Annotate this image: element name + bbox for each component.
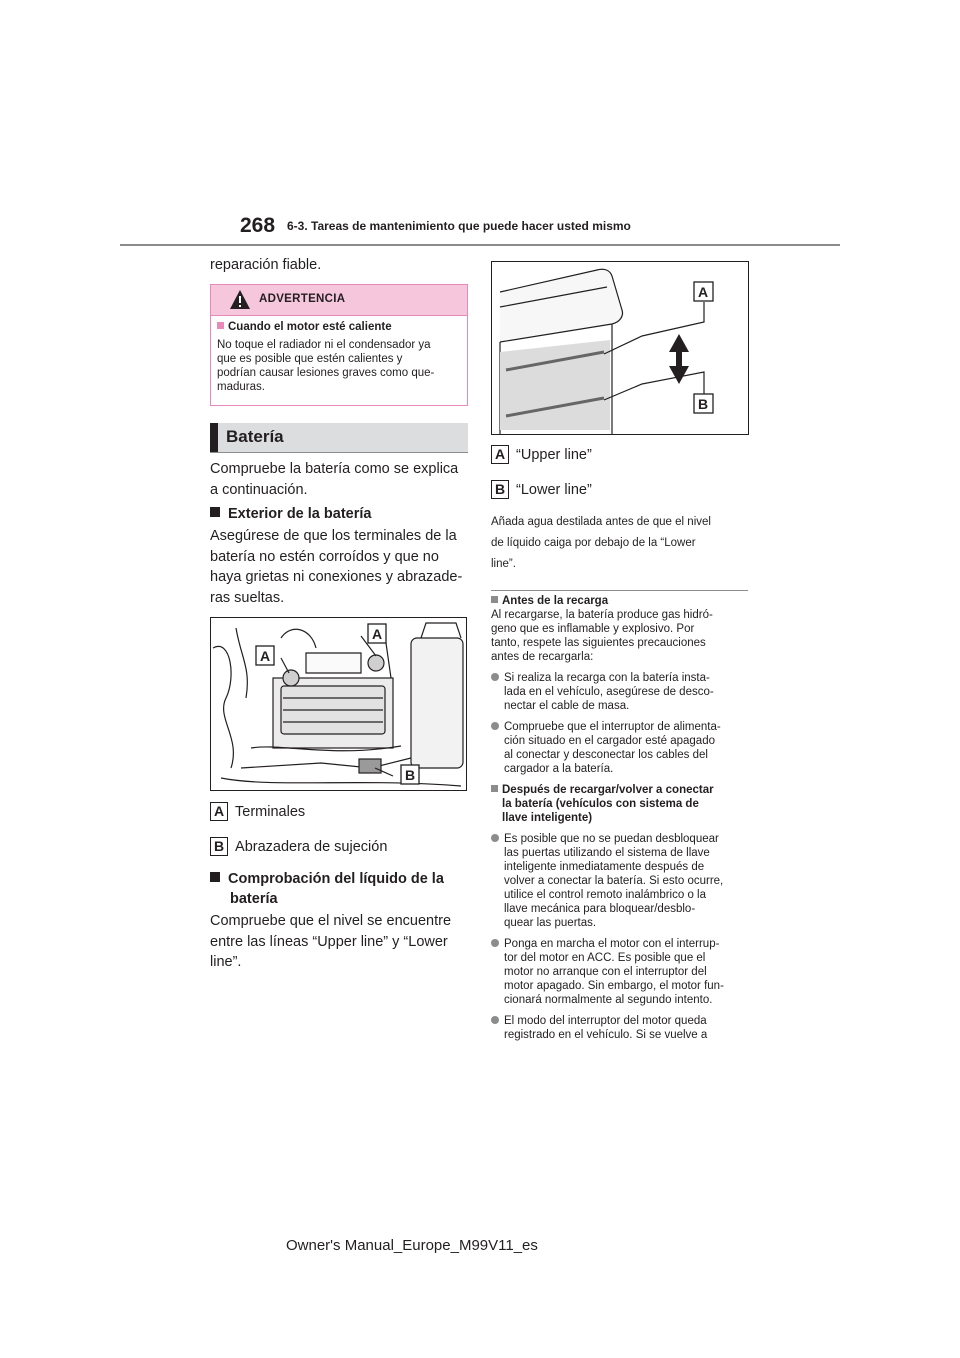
grey-square-icon [491, 785, 498, 792]
text-line: inteligente inmediatamente después de [504, 861, 705, 873]
square-bullet-icon [210, 872, 220, 882]
warning-header [211, 285, 467, 316]
battery-intro [210, 459, 458, 500]
legend-text: Abrazadera de sujeción [235, 839, 388, 855]
heading-marker [210, 423, 218, 452]
legend-key: A [491, 445, 509, 464]
text-line: Añada agua destilada antes de que el nivel [491, 516, 711, 528]
warning-title: Cuando el motor esté caliente [228, 321, 392, 333]
section-divider [491, 590, 748, 591]
bullet-item [491, 671, 753, 713]
legend-item [491, 480, 592, 499]
text-line: ción situado en el cargador esté apagado [504, 735, 715, 747]
intro-text: reparación fiable. [210, 257, 322, 273]
circle-bullet-icon [491, 939, 499, 947]
text-line: Ponga en marcha el motor con el interrup- [504, 938, 720, 950]
text-line: quear las puertas. [504, 917, 597, 929]
text-line: Compruebe que el interruptor de alimenta- [504, 721, 721, 733]
legend-key: B [491, 480, 509, 499]
text-line: cionará normalmente al segundo intento. [504, 994, 713, 1006]
text-line: line”. [491, 558, 516, 570]
fluid-level-illustration [491, 261, 749, 435]
figure-label-b: B [405, 767, 416, 783]
legend-key: A [210, 802, 228, 821]
figure-label-a: A [260, 648, 271, 664]
legend-item [491, 445, 592, 464]
notes-column [491, 594, 753, 1042]
text-line: geno que es inflamable y explosivo. Por [491, 623, 695, 635]
recharge-title: Antes de la recarga [502, 595, 609, 607]
text-line: batería no estén corroídos y que no [210, 548, 439, 565]
circle-bullet-icon [491, 722, 499, 730]
text-line: antes de recargarla: [491, 651, 594, 663]
text-line: cargador a la batería. [504, 763, 614, 775]
engine-bay-drawing [211, 618, 466, 790]
fluid-text [210, 911, 451, 973]
warning-line: podrían causar lesiones graves como que- [217, 367, 435, 379]
legend-item [210, 837, 387, 856]
legend-key: B [210, 837, 228, 856]
text-line: Si realiza la recarga con la batería insta- [504, 672, 710, 684]
exterior-text [210, 526, 462, 608]
text-line: entre las líneas “Upper line” y “Lower [210, 933, 448, 950]
exterior-heading-text: Exterior de la batería [228, 506, 372, 522]
text-line: Es posible que no se puedan desbloquear [504, 833, 719, 845]
fluid-heading [210, 869, 444, 909]
text-line: motor apagado. Sin embargo, el motor fun- [504, 980, 724, 992]
text-line: las puertas utilizando el sistema de llave [504, 847, 710, 859]
text-line: llave mecánica para bloquear/desblo- [504, 903, 696, 915]
text-line: El modo del interruptor del motor queda [504, 1015, 707, 1027]
legend-item [210, 802, 305, 821]
text-line: tanto, respete las siguientes precauciones [491, 637, 706, 649]
text-line: utilice el control remoto inalámbrico o la [504, 889, 706, 901]
warning-line: maduras. [217, 381, 265, 393]
text-line: Compruebe que el nivel se encuentre [210, 913, 452, 929]
pink-square-icon [217, 322, 224, 329]
circle-bullet-icon [491, 673, 499, 681]
text-line: nectar el cable de masa. [504, 700, 630, 712]
text-line: haya grietas ni conexiones y abrazade- [210, 569, 463, 585]
text-line: a continuación. [210, 481, 308, 498]
warning-box [210, 284, 468, 406]
exterior-heading [210, 504, 371, 524]
text-line: Asegúrese de que los terminales de la [210, 528, 457, 544]
text-line: llave inteligente) [502, 812, 593, 824]
grey-square-icon [491, 596, 498, 603]
header-divider [120, 244, 840, 246]
legend-text: “Lower line” [516, 482, 592, 498]
text-line: motor no arranque con el interruptor del [504, 966, 707, 978]
text-line: ras sueltas. [210, 589, 285, 606]
warning-line: que es posible que estén calientes y [217, 353, 403, 365]
figure-label-b: B [698, 396, 709, 412]
battery-heading: Batería [226, 427, 284, 446]
bullet-item [491, 832, 753, 930]
footer-text: Owner's Manual_Europe_M99V11_es [286, 1237, 538, 1254]
section-title: 6-3. Tareas de mantenimiento que puede hacer usted mismo [287, 219, 631, 233]
battery-heading-bar [210, 423, 468, 453]
battery-side-drawing [492, 262, 748, 434]
warning-line: No toque el radiador ni el condensador ya [217, 339, 431, 351]
warning-body [211, 316, 467, 394]
text-line: al conectar y desconectar los cables del [504, 749, 708, 761]
text-line: la batería (vehículos con sistema de [502, 798, 699, 810]
fluid-note [491, 512, 711, 575]
square-bullet-icon [210, 507, 220, 517]
warning-label: ADVERTENCIA [259, 293, 346, 305]
circle-bullet-icon [491, 1016, 499, 1024]
fluid-heading-text: Comprobación del líquido de la [228, 871, 444, 887]
figure-label-a: A [698, 284, 709, 300]
bullet-item [491, 937, 753, 1007]
text-line: Al recargarse, la batería produce gas hidró- [491, 609, 713, 621]
text-line: de líquido caiga por debajo de la “Lower [491, 537, 696, 549]
reconnect-title [491, 783, 753, 825]
text-line: lada en el vehículo, asegúrese de desco- [504, 686, 714, 698]
text-line: Después de recargar/volver a conectar [502, 784, 714, 796]
text-line: volver a conectar la batería. Si esto ocurre, [504, 875, 724, 887]
legend-text: “Upper line” [516, 447, 592, 463]
text-line: tor del motor en ACC. Es posible que el [504, 952, 706, 964]
page-number: 268 [240, 214, 276, 237]
text-line: line”. [210, 954, 242, 970]
text-line: Compruebe la batería como se explica [210, 461, 459, 477]
circle-bullet-icon [491, 834, 499, 842]
fluid-heading-text: batería [230, 891, 278, 907]
bullet-item [491, 1014, 753, 1042]
figure-label-a: A [372, 626, 383, 642]
battery-illustration [210, 617, 467, 791]
warning-icon [229, 289, 251, 310]
bullet-item [491, 720, 753, 776]
text-line: registrado en el vehículo. Si se vuelve a [504, 1029, 708, 1041]
legend-text: Terminales [235, 804, 306, 820]
